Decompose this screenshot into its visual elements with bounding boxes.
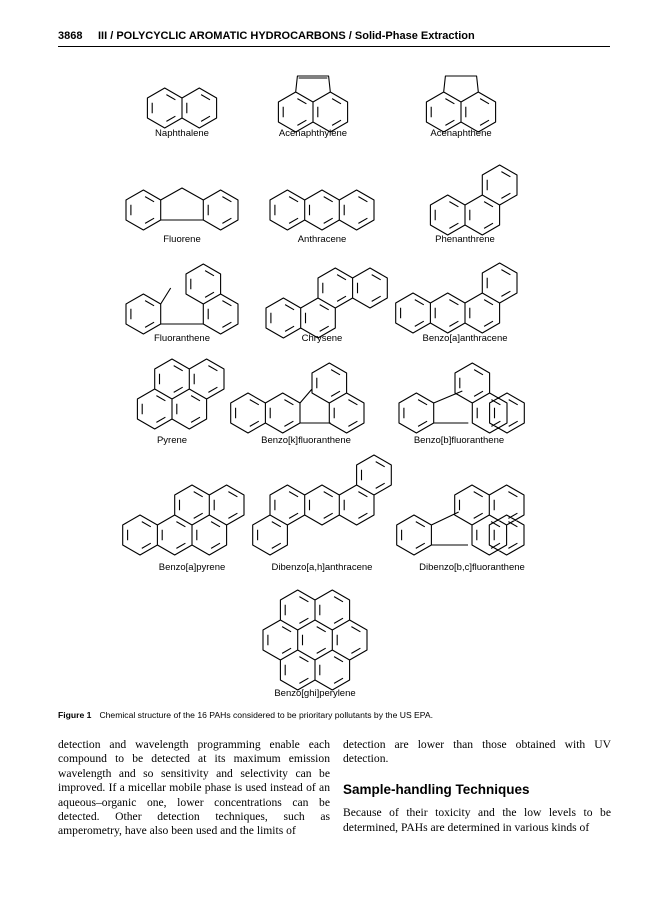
structure-bonds bbox=[263, 590, 367, 690]
compound-label: Benzo[a]pyrene bbox=[158, 562, 226, 573]
compound-label: Pyrene bbox=[156, 435, 188, 446]
compound-label: Benzo[ghi]perylene bbox=[274, 688, 356, 699]
section-heading: Sample-handling Techniques bbox=[343, 781, 530, 797]
running-title: III / POLYCYCLIC AROMATIC HYDROCARBONS / Solid-Phase Extraction bbox=[98, 30, 475, 42]
compound-label: Benzo[a]anthracene bbox=[422, 333, 508, 344]
compound-label: Dibenzo[b,c]fluoranthene bbox=[419, 562, 525, 573]
compound-label: Acenaphthene bbox=[430, 128, 492, 139]
compound-label: Dibenzo[a,h]anthracene bbox=[271, 562, 373, 573]
left-column-text: detection and wavelength programming enable each compound to be detected at its maximum emission wavelength and so sensitivity and selectivity can be improved. If a micellar mobile phase is used instead of an aqueous–organic one, lower concentrations can be detected. Other detection techniques, such as amperometry, have also been used and the limits of bbox=[58, 738, 330, 838]
figure-caption-text: Chemical structure of the 16 PAHs considered to be prioritary pollutants by the US EPA. bbox=[99, 710, 434, 720]
compound-label: Anthracene bbox=[297, 234, 347, 245]
page-number: 3868 bbox=[58, 30, 83, 42]
compound-label: Phenanthrene bbox=[435, 234, 495, 245]
compound-label: Benzo[k]fluoranthene bbox=[261, 435, 351, 446]
right-column-bottom-text: Because of their toxicity and the low levels to be determined, PAHs are determined in various kinds of bbox=[343, 806, 611, 834]
compound-label: Acenaphthylene bbox=[278, 128, 348, 139]
right-column bbox=[343, 738, 611, 835]
compound-label: Benzo[b]fluoranthene bbox=[413, 435, 505, 446]
left-column bbox=[58, 738, 330, 839]
compound-label: Chrysene bbox=[301, 333, 343, 344]
figure-label: Figure 1 bbox=[58, 710, 92, 720]
figure-caption bbox=[58, 710, 618, 720]
compound-label: Naphthalene bbox=[155, 128, 209, 139]
right-column-top-text: detection are lower than those obtained with UV detection. bbox=[343, 738, 611, 766]
compound-label: Fluorene bbox=[163, 234, 201, 245]
compound-label: Fluoranthene bbox=[154, 333, 210, 344]
